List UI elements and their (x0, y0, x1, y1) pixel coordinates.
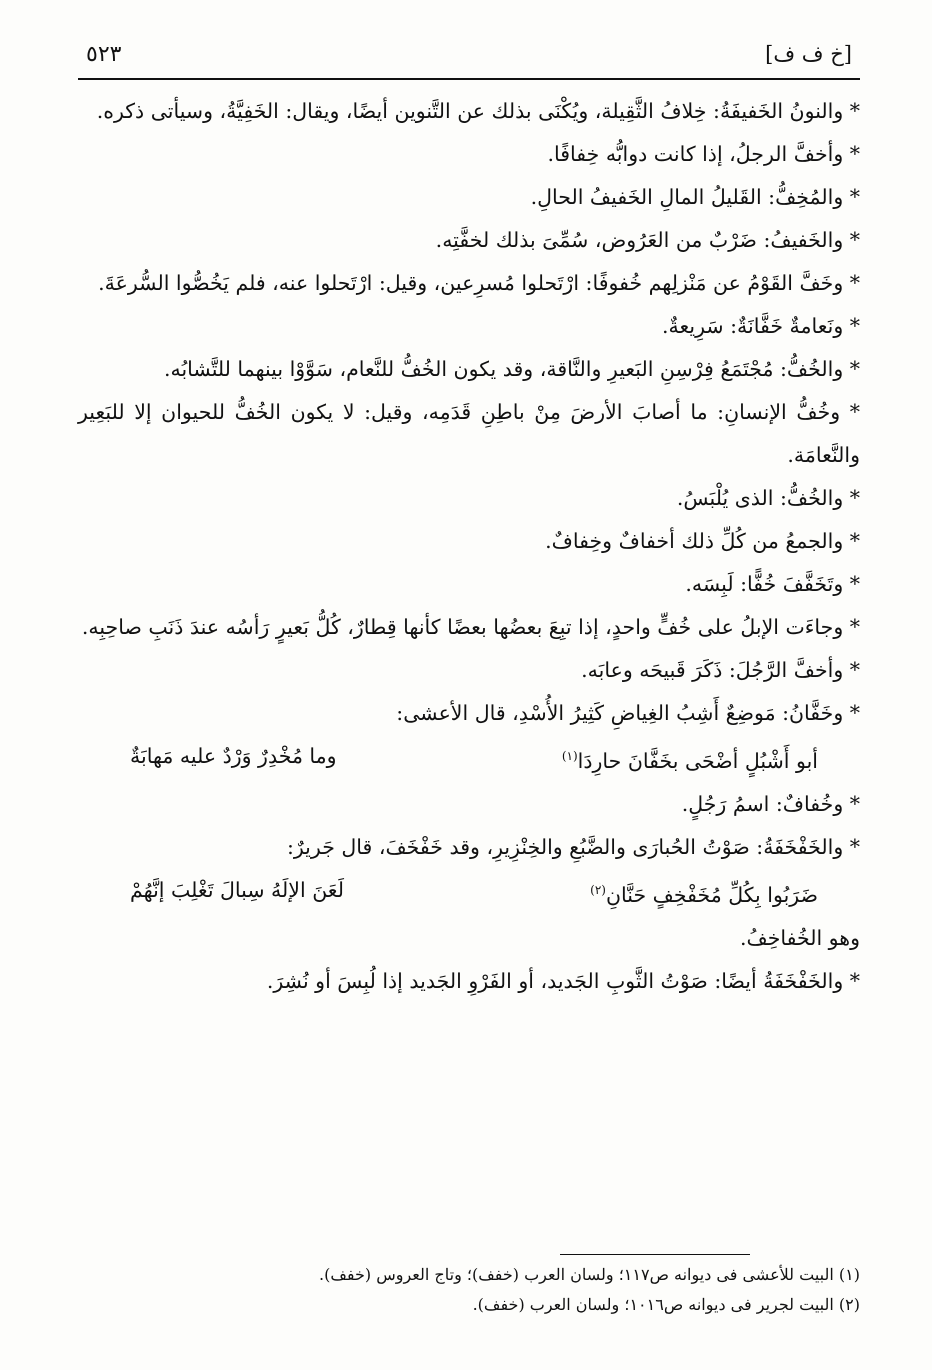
page-header (78, 40, 860, 80)
entry: * وأخفَّ الرجلُ، إذا كانت دوابُّه خِفافًا. (547, 142, 860, 166)
verse-first-hemistich: لَعَنَ الإلَهُ سِبالَ تَغْلِبَ إنَّهُمْ (130, 877, 344, 902)
entry: * والخَفْخَفَةُ: صَوْتُ الحُبارَى والضَّبُعِ والخِنْزِيرِ، وقد خَفْخَفَ، قال جَريرٌ: (286, 834, 860, 859)
entry: * وخَفَّانُ: مَوضِعٌ أَشِبُ الغِياضِ كَثِيرُ الأُسْدِ، قال الأعشى: (396, 701, 860, 725)
footnote-ref-2: (٢) (590, 882, 606, 897)
footnote-ref-1: (١) (561, 749, 578, 763)
verse-second-text: أبو أَشْبُلٍ أضْحَى بخَفَّانَ حارِدَا (577, 748, 818, 773)
entry: * وخُفافٌ: اسمُ رَجُلٍ. (681, 791, 860, 816)
verse-second-hemistich (590, 869, 818, 917)
page-number: ٥٢٣ (86, 42, 122, 67)
footnotes (78, 1260, 860, 1320)
entry: * والخُفُّ: مُجْتَمَعُ فِرْسِنِ البَعيرِ والنَّاقة، وقد يكون الخُفُّ للنَّعام، سَوَّوْا بينهما للتَّشابُه. (163, 357, 860, 381)
entry: وهو الخُفاخِفُ. (739, 925, 860, 950)
verse-alasha (78, 735, 860, 783)
entry: * ونَعامةٌ خَفَّانَةٌ: سَرِيعةٌ. (662, 314, 860, 338)
entry: * وجاءَت الإبلُ على خُفٍّ واحدٍ، إذا تبِعَ بعضُها بعضًا كأنها قِطارٌ، كُلُّ بَعيرٍ رَأسُه عندَ ذَنَبِ صاحِبِه. (81, 615, 860, 639)
entry: * والخَفْخَفَةُ أيضًا: صَوْتُ الثَّوبِ الجَديد، أو الفَرْوِ الجَديد إذا لُبِسَ أو نُشِرَ. (266, 968, 860, 993)
entry: * والخُفُّ: الذى يُلْبَسُ. (676, 486, 860, 510)
entry: * والجمعُ من كُلِّ ذلك أخفافٌ وخِفافٌ. (545, 529, 860, 553)
verse-second-hemistich (562, 735, 818, 783)
entry: * وخُفُّ الإنسانِ: ما أصابَ الأرضَ مِنْ باطِنِ قَدَمِه، وقيل: لا يكون الخُفُّ للحيوان إلا للبَعِير والنَّعامَة. (78, 400, 860, 467)
entry: * وأخفَّ الرَّجُلَ: ذَكَرَ قَبيحَه وعابَه. (581, 658, 860, 682)
footnote-2: (٢) البيت لجرير فى ديوانه ص١٠١٦؛ ولسان العرب (خفف). (472, 1295, 860, 1314)
entry: * والخَفيفُ: ضَرْبٌ من العَرُوض، سُمِّىَ بذلك لخفَّتِه. (435, 228, 860, 252)
verse-jarir (78, 869, 860, 917)
entry: * والنونُ الخَفيفَةُ: خِلافُ الثَّقِيلة، ويُكْنَى بذلك عن التَّنوين أيضًا، ويقال: الخَفِيَّةُ، وسيأتى ذكره. (96, 99, 860, 123)
footnote-1: (١) البيت للأعشى فى ديوانه ص١١٧؛ ولسان العرب (خفف)؛ وتاج العروس (خفف). (319, 1265, 860, 1284)
entry: * وتَخَفَّفَ خُفًّا: لَبِسَه. (685, 572, 860, 596)
footnote-divider (560, 1254, 750, 1255)
main-text (78, 90, 860, 1003)
verse-second-text: ضَرَبُوا بِكُلِّ مُخَفْخِفٍ حَنَّانِ (605, 882, 818, 907)
root-letters: [خ ف ف] (765, 42, 852, 66)
entry: * وخَفَّ القَوْمُ عن مَنْزلِهم خُفوفًا: ارْتَحلوا مُسرِعين، وقيل: ارْتَحلوا عنه، فلم يَخُصُّوا السُّرعَةَ. (98, 271, 860, 295)
verse-first-hemistich: وما مُخْدِرٌ وَرْدٌ عليه مَهابَةٌ (130, 744, 337, 768)
entry: * والمُخِفُّ: القَليلُ المالِ الخَفيفُ الحالِ. (530, 185, 860, 209)
